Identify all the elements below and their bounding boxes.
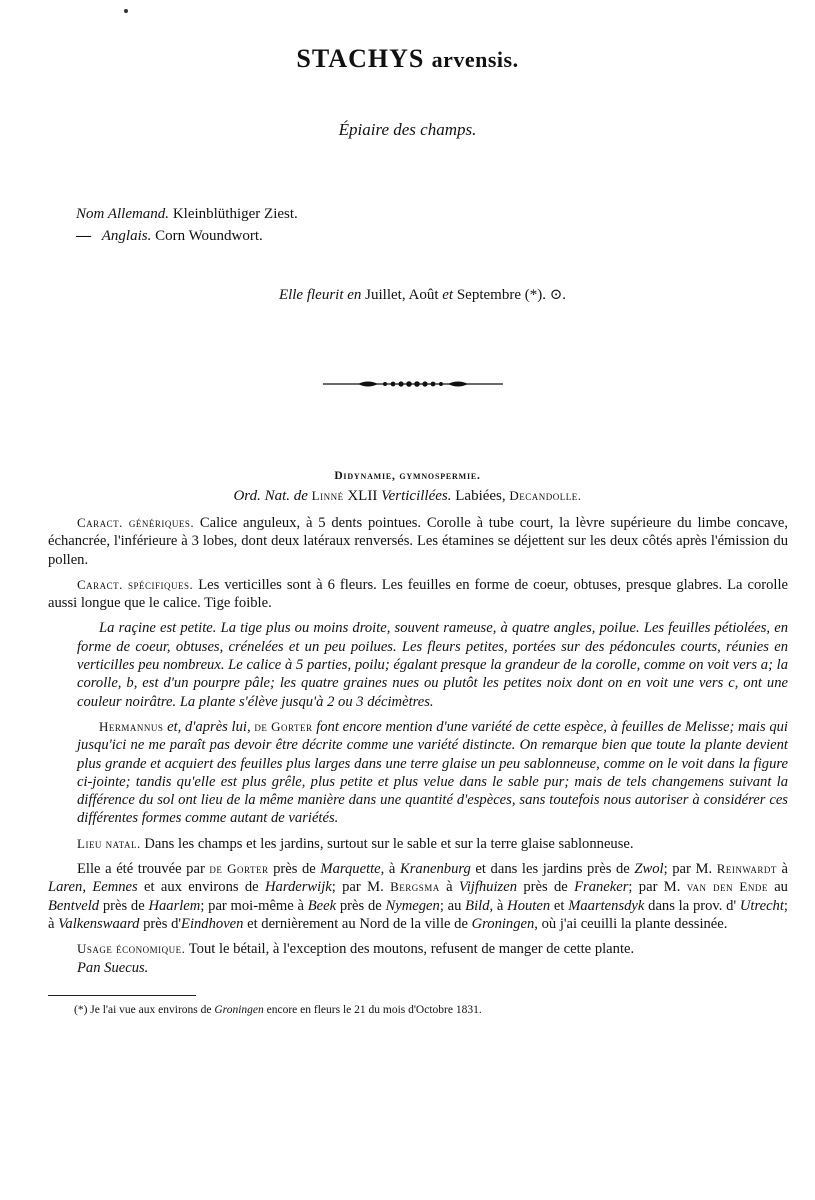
flowering-part-4: Septembre (*). ⊙. — [453, 287, 567, 303]
loc-text: près de — [268, 861, 321, 878]
loc-place: Eemnes — [92, 879, 138, 896]
footnote-part-1: (*) Je l'ai vue aux environs de — [74, 1004, 215, 1016]
loc-text: ; par moi-même à — [200, 897, 308, 914]
habitat-label: Lieu natal. — [77, 835, 141, 851]
variety-part-4: font encore mention d'une variété de cette espèce, à feuilles de Melisse; mais qui jusqu'ici ne me paraît pas devoir être décrite comme une variété distincte. On remarque bien que toute la plante devient plus grande et acquiert des feuilles plus larges dans une terre glaise un peu sablonneuse, comme on le voit dans la figure ci-jointe; tandis qu'elle est plus grêle, plus petite et plus velue dans le sable pur; mais de tels changemens suivant la différence du sol ont lieu de la même manière dans une quantité d'espèces, sans toutefois nous autoriser à considérer ces différentes formes comme autant de variétés. — [77, 718, 788, 827]
ink-dot — [124, 9, 128, 13]
loc-text: Elle a été trouvée par — [77, 861, 210, 878]
loc-text: à — [439, 879, 459, 896]
loc-text: ; par M. — [331, 879, 391, 896]
loc-place: Vijfhuizen — [458, 879, 517, 896]
english-name-value: Corn Woundwort. — [155, 228, 263, 244]
loc-place: Harderwijk — [265, 879, 332, 896]
loc-text: dans la prov. d' — [644, 897, 740, 914]
specific-characters-text: Les verticilles sont à 6 fleurs. Les feuilles en forme de coeur, obtuses, presque glabres. La corolle aussi longue que le calice. Tige foible. — [48, 576, 788, 612]
generic-characters-label: Caract. génériques. — [77, 515, 195, 530]
loc-place: Houten — [507, 897, 551, 914]
loc-place: Groningen — [471, 915, 535, 932]
loc-text: près de — [99, 897, 149, 914]
loc-text: , — [82, 879, 93, 896]
loc-place: Maartensdyk — [568, 897, 645, 914]
usage-latin: Pan Suecus. — [77, 959, 149, 976]
english-name-line — [76, 225, 298, 247]
loc-text: , à — [380, 861, 400, 878]
loc-text: et — [550, 897, 569, 914]
order-part-1: Ord. Nat. de — [233, 488, 312, 504]
habitat-paragraph — [48, 835, 788, 853]
ditto-dash: — — [76, 228, 91, 244]
footnote-part-3: encore en fleurs le 21 du mois d'Octobre 1831. — [263, 1004, 482, 1016]
common-names — [76, 203, 298, 247]
loc-text: et dernièrement au Nord de la ville de — [243, 915, 472, 932]
usage-text: Tout le bétail, à l'exception des moutons, refusent de manger de cette plante. — [185, 941, 635, 958]
variety-author-1: Hermannus — [99, 718, 164, 734]
description-paragraph: La raçine est petite. La tige plus ou moins droite, souvent rameuse, à quatre angles, poilue. Les feuilles pétiolées, en forme de coeur, obtuses, crénelées et un peu poilues. Les fleurs petites, portées sur des pédoncules courts, réunies en verticilles peu nombreux. Le calice à 5 parties, poilu; égalant presque la grandeur de la corolle, comme on voit vers a; la corolle, b, est d'un pourpre pâle; les quatre graines nues ou plutôt les petites noix dont on en voit une vers c, ont une couleur noirâtre. La plante s'élève jusqu'à 2 ou 3 décimètres. — [77, 620, 788, 710]
loc-text: à — [776, 861, 788, 878]
flowering-part-3: et — [442, 287, 454, 303]
loc-text: près d' — [139, 915, 182, 932]
order-part-5: Labiées, — [451, 488, 510, 504]
order-part-2: Linné — [311, 488, 344, 503]
usage-latin-line — [48, 959, 788, 977]
loc-text: au — [767, 879, 788, 896]
loc-person: de Gorter — [209, 861, 269, 877]
localities-paragraph — [48, 860, 788, 933]
german-name-value: Kleinblüthiger Ziest. — [172, 206, 298, 222]
specific-characters-paragraph — [48, 576, 788, 613]
loc-place: Utrecht — [739, 897, 784, 914]
title-genus: STACHYS — [296, 44, 425, 73]
ornament-divider-icon — [323, 378, 503, 390]
loc-place: Kranenburg — [400, 861, 471, 878]
loc-text: et aux environs de — [137, 879, 265, 896]
loc-place: Zwol — [634, 861, 664, 878]
loc-place: Haarlem — [148, 897, 201, 914]
loc-place: Laren — [48, 879, 83, 896]
generic-characters-paragraph — [48, 514, 788, 569]
order-part-4: Verticillées. — [381, 488, 452, 504]
loc-person: Bergsma — [390, 879, 440, 895]
habitat-text: Dans les champs et les jardins, surtout sur le sable et sur la terre glaise sablonneuse. — [140, 835, 634, 852]
loc-place: Marquette — [320, 861, 381, 878]
usage-paragraph — [48, 940, 788, 958]
loc-text: ; par M. — [663, 861, 717, 878]
loc-text: près de — [517, 879, 575, 896]
english-name-label: Anglais. — [101, 228, 152, 244]
loc-place: Bentveld — [48, 897, 100, 914]
variety-paragraph — [48, 718, 788, 828]
loc-place: Bild — [465, 897, 490, 914]
generic-characters-text: Calice anguleux, à 5 dents pointues. Corolle à tube court, la lèvre supérieure du limbe concave, échancrée, l'inférieure à 3 lobes, dont deux latéraux renversés. Les étamines se déjettent sur les deux côtés après l'émission du pollen. — [48, 515, 788, 568]
variety-part-2: et, d'après lui, — [163, 718, 255, 735]
german-name-label: Nom Allemand. — [76, 206, 170, 222]
page-subtitle: Épiaire des champs. — [338, 120, 477, 139]
loc-person: Reinwardt — [716, 861, 777, 877]
loc-text: , à — [489, 897, 508, 914]
order-part-3: XLII — [343, 488, 382, 504]
usage-label: Usage économique. — [77, 941, 186, 957]
german-name-line — [76, 203, 298, 225]
loc-place: Eindhoven — [181, 915, 244, 932]
loc-text: ; à — [48, 897, 788, 932]
loc-text: , où j'ai ceuilli la plante dessinée. — [534, 915, 728, 932]
natural-order-line — [0, 488, 815, 505]
loc-place: Nymegen — [385, 897, 440, 914]
flowering-part-2: Juillet, Août — [361, 287, 443, 303]
flowering-line — [0, 285, 815, 304]
order-part-6: Decandolle. — [509, 488, 582, 503]
loc-text: ; au — [439, 897, 466, 914]
linnaean-class: Didynamie, gymnospermie. — [334, 470, 481, 482]
title-species: arvensis. — [431, 47, 519, 72]
loc-place: Valkenswaard — [58, 915, 140, 932]
loc-place: Beek — [307, 897, 337, 914]
loc-text: ; par M. — [628, 879, 687, 896]
loc-place: Franeker — [574, 879, 629, 896]
flowering-part-1: Elle fleurit en — [278, 287, 362, 303]
loc-text: et dans les jardins près de — [470, 861, 635, 878]
document-body — [48, 514, 788, 984]
variety-author-2: de Gorter — [254, 718, 313, 734]
loc-person: van den Ende — [686, 879, 768, 895]
footnote-rule — [48, 995, 196, 996]
specific-characters-label: Caract. spécifiques. — [77, 576, 194, 592]
footnote-place: Groningen — [214, 1004, 264, 1016]
footnote — [74, 1004, 482, 1016]
page-title — [0, 44, 815, 74]
loc-text: près de — [336, 897, 386, 914]
